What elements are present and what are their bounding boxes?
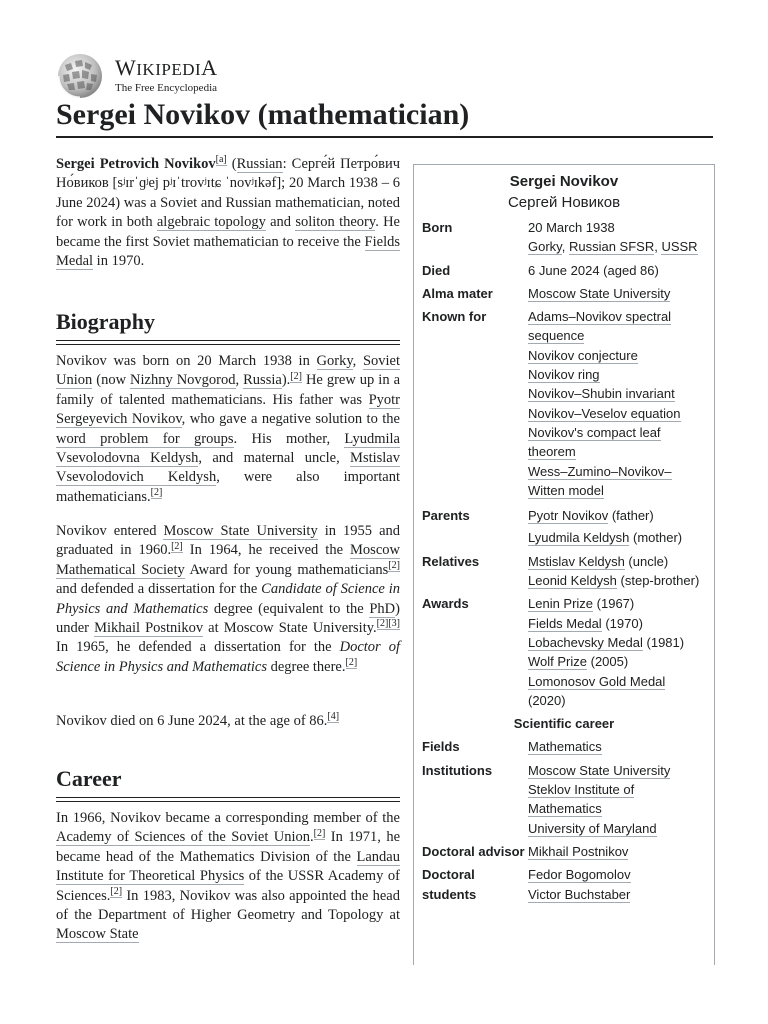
infobox-name: Sergei Novikov — [509, 173, 619, 190]
infobox-row-born: Born 20 March 1938 Gorky, Russian SFSR, USSR — [422, 220, 698, 255]
infobox-row-doctoral-advisor: Doctoral advisor Mikhail Postnikov — [422, 843, 629, 859]
ref-2[interactable]: [2] — [171, 540, 183, 552]
biography-paragraph-2: Novikov entered Moscow State University in 1955 and graduated in 1960.[2] In 1964, he received the Moscow Mathematical Society Award for young mathematicians[2] and defended a dissertation for the Candidate of Science in Physics and Mathematics degree (equivalent to the PhD) under Mikhail Postnikov at Moscow State University.[2][3] In 1965, he defended a dissertation for the Doctor of Science in Physics and Mathematics degree there.[2] — [56, 523, 401, 675]
infobox-row-parents: Parents Pyotr Novikov (father) Lyudmila Keldysh (mother) — [422, 508, 683, 546]
link-landau-institute[interactable]: Landau Institute for Theoretical Physics — [56, 848, 400, 885]
award-link[interactable]: Lobachevsky Medal — [528, 634, 643, 650]
link-russia[interactable]: Russia — [243, 372, 282, 389]
infobox-row-doctoral-students: Doctoral students Fedor Bogomolov Victor Buchstaber — [422, 867, 631, 902]
link-russian-sfsr[interactable]: Russian SFSR — [568, 239, 655, 255]
site-wordmark[interactable] — [115, 57, 218, 95]
page-title: Sergei Novikov (mathematician) — [56, 98, 470, 131]
russian-name: Серге́й Петро́вич Но́виков — [56, 156, 400, 192]
infobox-row-awards: Awards Lenin Prize (1967) Fields Medal (1970) Lobachevsky Medal (1981) Wolf Prize (2005) Lomonosov Gold Medal (2020) — [422, 596, 685, 708]
infobox-row-relatives: Relatives Mstislav Keldysh (uncle) Leonid Keldysh (step-brother) — [422, 553, 700, 589]
known-for-item[interactable]: Adams–Novikov spectral sequence — [528, 309, 672, 344]
heading-career: Career — [56, 766, 122, 791]
heading-biography: Biography — [56, 309, 156, 334]
link-ussr[interactable]: USSR — [661, 239, 698, 255]
ref-2[interactable]: [2] — [110, 885, 123, 897]
link-mikhail-postnikov[interactable]: Mikhail Postnikov — [94, 620, 204, 637]
link-fields-medal[interactable]: Fields Medal — [56, 233, 400, 270]
ref-2[interactable]: [2] — [313, 827, 326, 839]
infobox-scientific-career-header: Scientific career — [513, 716, 615, 732]
subject-name: Sergei Petrovich Novikov — [56, 156, 216, 172]
ipa-pronunciation[interactable]: [sʲɪrˈɡʲej pʲɪˈtrovʲɪtɕ ˈnovʲɪkəf] — [112, 175, 282, 192]
note-ref-a[interactable]: [a] — [215, 154, 227, 166]
student-link[interactable]: Victor Buchstaber — [528, 886, 631, 902]
link-russian[interactable]: Russian — [236, 156, 283, 172]
ref-2[interactable]: [2] — [376, 618, 389, 630]
infobox-row-died: Died 6 June 2024 (aged 86) — [422, 262, 659, 278]
infobox-native-name: Сергей Новиков — [507, 194, 621, 211]
lead-paragraph: Sergei Petrovich Novikov[a] (Russian: Серге́й Петро́вич Но́виков [sʲɪrˈɡʲej pʲɪˈtrovʲɪtɕ ˈnovʲɪkəf]; 20 March 1938 – 6 June 2024) was a Soviet and Russian mathematician, noted for work in both algebraic topology and soliton theory. He became the first Soviet mathematician to receive the Fields Medal in 1970. — [56, 154, 400, 270]
known-for-item[interactable]: Wess–Zumino–Novikov–Witten model — [528, 463, 672, 498]
heading-rule — [56, 797, 400, 802]
link-mstislav-keldysh[interactable]: Mstislav Keldysh — [528, 553, 625, 569]
ref-2[interactable]: [2] — [388, 559, 400, 571]
link-lyudmila-keldysh[interactable]: Lyudmila Vsevolodovna Keldysh — [56, 430, 400, 467]
link-academy-of-sciences[interactable]: Academy of Sciences of the Soviet Union — [56, 829, 311, 846]
title-underline — [56, 136, 713, 138]
institution-link[interactable]: Steklov Institute of Mathematics — [528, 782, 635, 817]
link-gorky[interactable]: Gorky — [316, 353, 353, 369]
known-for-item[interactable]: Novikov conjecture — [528, 347, 638, 363]
link-gorky[interactable]: Gorky — [528, 239, 562, 255]
link-mstislav-keldysh[interactable]: Mstislav Vsevolodovich Keldysh — [56, 450, 400, 486]
award-link[interactable]: Fields Medal — [528, 615, 602, 631]
link-mathematics[interactable]: Mathematics — [528, 739, 602, 755]
wordmark-title: WIKIPEDIA — [115, 55, 218, 80]
link-moscow-state[interactable]: Moscow State — [56, 926, 139, 943]
student-link[interactable]: Fedor Bogomolov — [528, 867, 631, 883]
link-leonid-keldysh[interactable]: Leonid Keldysh — [528, 573, 617, 589]
link-word-problem[interactable]: word problem for groups — [56, 430, 234, 447]
section-career-heading — [56, 765, 400, 802]
link-pyotr-novikov[interactable]: Pyotr Novikov — [528, 508, 609, 524]
section-biography-heading — [56, 308, 400, 345]
award-link[interactable]: Lomonosov Gold Medal — [528, 673, 666, 689]
heading-rule — [56, 340, 400, 345]
link-moscow-mathematical-society[interactable]: Moscow Mathematical Society — [56, 542, 400, 578]
ref-2[interactable]: [2] — [290, 370, 302, 382]
link-algebraic-topology[interactable]: algebraic topology — [156, 214, 266, 231]
institution-link[interactable]: University of Maryland — [528, 820, 657, 836]
wikipedia-globe-logo[interactable] — [55, 53, 105, 99]
infobox-row-known-for: Known for Adams–Novikov spectral sequence Novikov conjecture Novikov ring Novikov–Shubin invariant Novikov–Veselov equation Novikov's compact leaf theorem Wess–Zumino–Novikov–Witten model — [422, 309, 681, 498]
link-phd[interactable]: PhD — [369, 600, 396, 617]
link-mikhail-postnikov[interactable]: Mikhail Postnikov — [528, 843, 629, 859]
infobox — [413, 164, 715, 965]
link-soliton-theory[interactable]: soliton theory — [295, 214, 376, 231]
link-soviet-union[interactable]: Soviet Union — [56, 353, 400, 389]
ref-2[interactable]: [2] — [150, 487, 163, 499]
wordmark-tagline: The Free Encyclopedia — [115, 82, 218, 94]
link-moscow-state-university[interactable]: Moscow State University — [528, 285, 671, 301]
biography-paragraph-1: Novikov was born on 20 March 1938 in Gorky, Soviet Union (now Nizhny Novgorod, Russia).[2] He grew up in a family of talented mathematicians. His father was Pyotr Sergeyevich Novikov, who gave a negative solution to the word problem for groups. His mother, Lyudmila Vsevolodovna Keldysh, and maternal uncle, Mstislav Vsevolodovich Keldysh, were also important mathematicians.[2] — [56, 353, 400, 505]
award-link[interactable]: Wolf Prize — [528, 654, 587, 670]
link-moscow-state-university[interactable]: Moscow State University — [163, 523, 318, 539]
ref-4[interactable]: [4] — [327, 711, 340, 723]
known-for-item[interactable]: Novikov–Shubin invariant — [528, 386, 675, 402]
infobox-row-fields: Fields Mathematics — [422, 739, 602, 755]
ref-3[interactable]: [3] — [388, 618, 400, 630]
biography-paragraph-3: Novikov died on 6 June 2024, at the age of 86.[4] — [56, 711, 340, 729]
infobox-row-institutions: Institutions Moscow State University Steklov Institute of Mathematics University of Maryland — [422, 762, 671, 836]
award-link[interactable]: Lenin Prize — [528, 596, 594, 612]
infobox-row-alma-mater: Alma mater Moscow State University — [422, 285, 671, 301]
institution-link[interactable]: Moscow State University — [528, 762, 671, 778]
known-for-item[interactable]: Novikov–Veselov equation — [528, 405, 681, 421]
career-paragraph-1: In 1966, Novikov became a corresponding member of the Academy of Sciences of the Soviet Union.[2] In 1971, he became head of the Mathematics Division of the Landau Institute for Theoretical Physics of the USSR Academy of Sciences.[2] In 1983, Novikov was also appointed the head of the Department of Higher Geometry and Topology at Moscow State — [56, 810, 400, 943]
link-nizhny-novgorod[interactable]: Nizhny Novgorod — [130, 372, 236, 389]
link-lyudmila-keldysh[interactable]: Lyudmila Keldysh — [528, 530, 630, 546]
ref-2[interactable]: [2] — [345, 657, 358, 669]
link-pyotr-novikov[interactable]: Pyotr Sergeyevich Novikov — [56, 391, 400, 428]
known-for-item[interactable]: Novikov's compact leaf theorem — [528, 424, 661, 460]
known-for-item[interactable]: Novikov ring — [528, 367, 600, 383]
